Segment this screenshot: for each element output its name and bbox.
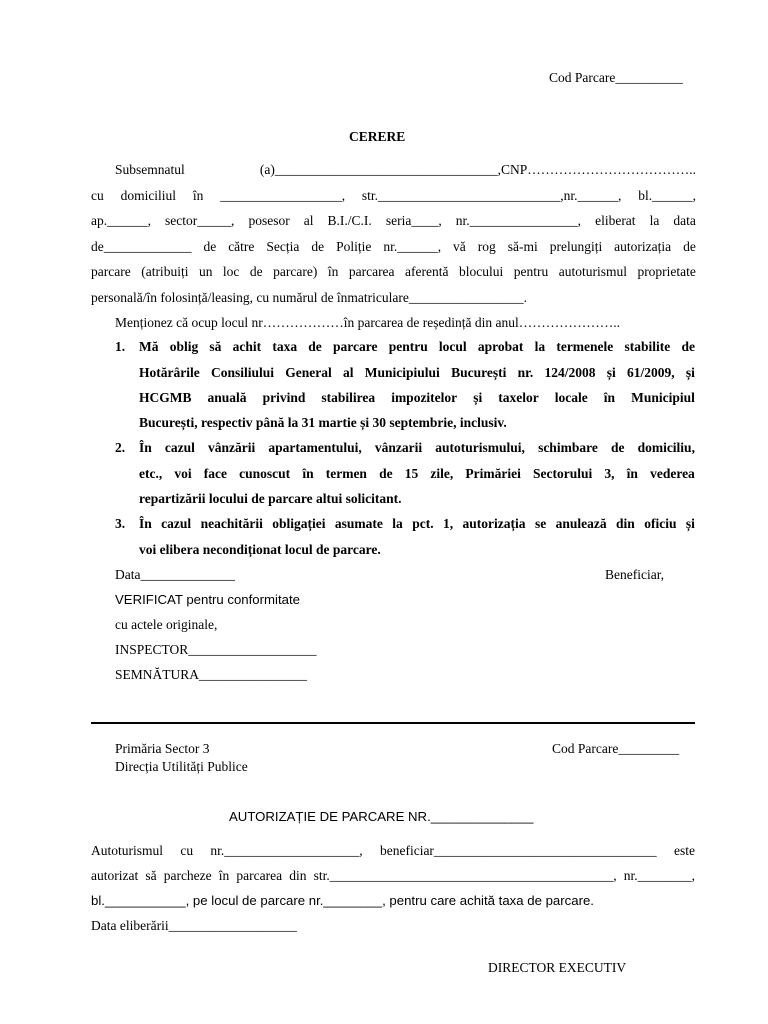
word: în (603, 390, 616, 405)
data-eliberarii-field: Data eliberării___________________ (91, 918, 297, 933)
word: apartamentului, (268, 440, 362, 455)
word: la (649, 213, 660, 228)
word: anuală (207, 390, 247, 405)
word: cu (91, 188, 104, 203)
word: stabilirea (321, 390, 376, 405)
word: beneficiar_________________________________ (379, 843, 657, 858)
word: cu (180, 843, 194, 858)
word: ap.______, (91, 213, 151, 228)
word: privind (262, 390, 306, 405)
word: de (203, 239, 217, 254)
word: Mă (139, 339, 159, 354)
word: către (228, 239, 255, 254)
word: autoturismului, (435, 440, 525, 455)
word: un (198, 264, 213, 279)
word: impozitelor (391, 390, 458, 405)
item-3-line-2: voi elibera necondiționat locul de parcare. (139, 542, 381, 557)
word: zile, (430, 466, 454, 481)
word: termenele (556, 339, 614, 354)
word: parcarea (348, 264, 395, 279)
word: proprietate (637, 264, 696, 279)
auth-line-3: bl.___________, pe locul de parcare nr.________, pentru care achită taxa de parcare. (91, 893, 594, 908)
word: pct. (412, 516, 434, 531)
word: București (451, 365, 507, 380)
word: vă (453, 239, 466, 254)
word: domiciliul (120, 188, 177, 203)
word: str.___________________________,nr.______, (361, 188, 622, 203)
word: de (683, 239, 696, 254)
item-1-line-3 (139, 390, 695, 406)
word: 1, (443, 516, 454, 531)
item-1-line-4: București, respectiv până la 31 martie și 30 septembrie, inclusiv. (139, 415, 507, 430)
word: de (379, 466, 393, 481)
word: prelungiți (549, 239, 603, 254)
word: să (145, 868, 157, 883)
word: în (302, 466, 314, 481)
word: nr.____________________, (210, 843, 363, 858)
cod-parcare-top: Cod Parcare__________ (549, 70, 683, 85)
word: loc (222, 264, 240, 279)
word: taxelor (498, 390, 539, 405)
word: să (209, 339, 222, 354)
word: parcare (333, 339, 378, 354)
word: În (139, 516, 152, 531)
word: anulează (555, 516, 607, 531)
word: autorizat (91, 868, 139, 883)
word: asumate (334, 516, 383, 531)
word: în (327, 264, 339, 279)
word: Primăriei (465, 466, 521, 481)
word: blocului (458, 264, 504, 279)
word: Hotărârile (139, 365, 200, 380)
word: 3, (604, 466, 615, 481)
word: 15 (404, 466, 419, 481)
word: aferentă (405, 264, 449, 279)
word: face (203, 466, 228, 481)
word: să-mi (507, 239, 538, 254)
word: voi (174, 466, 192, 481)
word: schimbare (538, 440, 598, 455)
word: bl.______, (638, 188, 696, 203)
word: nr.________, (623, 868, 695, 883)
word: pentru (513, 264, 549, 279)
word: și (606, 365, 616, 380)
item-3-number: 3. (115, 516, 126, 531)
para-line-1 (115, 162, 696, 178)
word: parcarea (236, 868, 283, 883)
mentionez-line: Menționez că ocup locul nr………………în parcarea de reședință din anul………………….. (115, 315, 620, 330)
word: sector_____, (165, 213, 235, 228)
word: seria____, (385, 213, 442, 228)
data-field: Data______________ (115, 567, 235, 582)
autorizatie-title: AUTORIZAȚIE DE PARCARE NR.______________ (229, 809, 534, 824)
word: și (685, 516, 695, 531)
section-divider (91, 722, 695, 724)
word: neachitării (200, 516, 263, 531)
word: locale (554, 390, 588, 405)
primaria-label: Primăria Sector 3 (115, 741, 210, 756)
director-executiv-label: DIRECTOR EXECUTIV (488, 960, 627, 975)
word: 61/2009, (627, 365, 675, 380)
document-title: CERERE (349, 129, 406, 144)
word: de (610, 440, 625, 455)
word: și (685, 365, 695, 380)
word: din (616, 516, 635, 531)
word: posesor (248, 213, 290, 228)
word: oficiu (644, 516, 677, 531)
word: locul (438, 339, 467, 354)
item-1-number: 1. (115, 339, 126, 354)
word: al (343, 365, 354, 380)
word: la (534, 339, 546, 354)
word: parcare) (273, 264, 318, 279)
word: nr.________________, (455, 213, 582, 228)
word: Subsemnatul (115, 162, 185, 177)
word: autorizația (462, 516, 526, 531)
word: Municipiului (364, 365, 440, 380)
word: în (192, 188, 204, 203)
cod-parcare-bottom: Cod Parcare_________ (552, 741, 680, 756)
word: de_____________ (91, 239, 192, 254)
word: Poliție (336, 239, 372, 254)
word: de (311, 239, 325, 254)
word: cunoscut (239, 466, 291, 481)
word: 124/2008 (544, 365, 596, 380)
word: parcheze (163, 868, 212, 883)
para-line-6: personală/în folosință/leasing, cu numărul de înmatriculare_________________. (91, 290, 528, 305)
word: nr. (517, 365, 534, 380)
word: etc., (139, 466, 163, 481)
para-line-5 (91, 264, 696, 280)
item-1-line-2 (139, 365, 695, 381)
word: în (218, 868, 230, 883)
word: domiciliu, (637, 440, 695, 455)
word: de (308, 339, 322, 354)
word: parcare (91, 264, 131, 279)
word: Municipiul (631, 390, 695, 405)
word: termen (325, 466, 367, 481)
word: achit (232, 339, 262, 354)
para-line-3 (91, 213, 696, 229)
word: (atribuiți (141, 264, 189, 279)
word: nr.______, (383, 239, 442, 254)
word: de (681, 339, 695, 354)
word: Autoturismul (91, 843, 164, 858)
word: aprobat (477, 339, 524, 354)
para-line-4 (91, 239, 696, 255)
word: al (303, 213, 314, 228)
word: este (674, 843, 695, 858)
word: eliberat (595, 213, 636, 228)
item-2-line-2 (139, 466, 695, 482)
word: HCGMB (139, 390, 192, 405)
verificat-label: VERIFICAT pentru conformitate (115, 592, 300, 607)
word: taxa (272, 339, 298, 354)
word: oblig (169, 339, 199, 354)
word: autoturismul (558, 264, 627, 279)
item-2-number: 2. (115, 440, 126, 455)
item-2-line-1 (139, 440, 695, 456)
word: în (626, 466, 638, 481)
word: la (392, 516, 403, 531)
semnatura-field: SEMNĂTURA________________ (115, 667, 308, 682)
word: str.__________________________________________, (313, 868, 617, 883)
word: rog (477, 239, 496, 254)
beneficiar-label: Beneficiar, (605, 567, 665, 582)
item-1-line-1 (139, 339, 695, 355)
word: se (534, 516, 547, 531)
inspector-field: INSPECTOR___________________ (115, 642, 317, 657)
word: cazul (161, 516, 192, 531)
word: Secția (266, 239, 300, 254)
word: vânzarii (374, 440, 423, 455)
word: obligației (272, 516, 326, 531)
item-3-line-1 (139, 516, 695, 532)
word: data (673, 213, 696, 228)
word: vânzării (208, 440, 256, 455)
word: pentru (388, 339, 428, 354)
word: __________________, (220, 188, 346, 203)
word: de (249, 264, 263, 279)
auth-line-1 (91, 843, 695, 859)
word: B.I./C.I. (327, 213, 372, 228)
word: autorizația (614, 239, 672, 254)
word: vederea (650, 466, 695, 481)
acte-originale-label: cu actele originale, (115, 617, 218, 632)
auth-line-2 (91, 868, 695, 884)
word: Consiliului (210, 365, 275, 380)
item-2-line-3: repartizării locului de parcare altui solicitant. (139, 491, 402, 506)
word: și (473, 390, 483, 405)
word: General (285, 365, 332, 380)
word: (a)_________________________________,CNP……………………………….. (259, 162, 696, 177)
word: Sectorului (533, 466, 593, 481)
word: În (139, 440, 152, 455)
word: din (289, 868, 307, 883)
directia-label: Direcția Utilități Publice (115, 759, 248, 774)
para-line-2 (91, 188, 696, 204)
word: cazul (164, 440, 195, 455)
word: stabilite (624, 339, 671, 354)
